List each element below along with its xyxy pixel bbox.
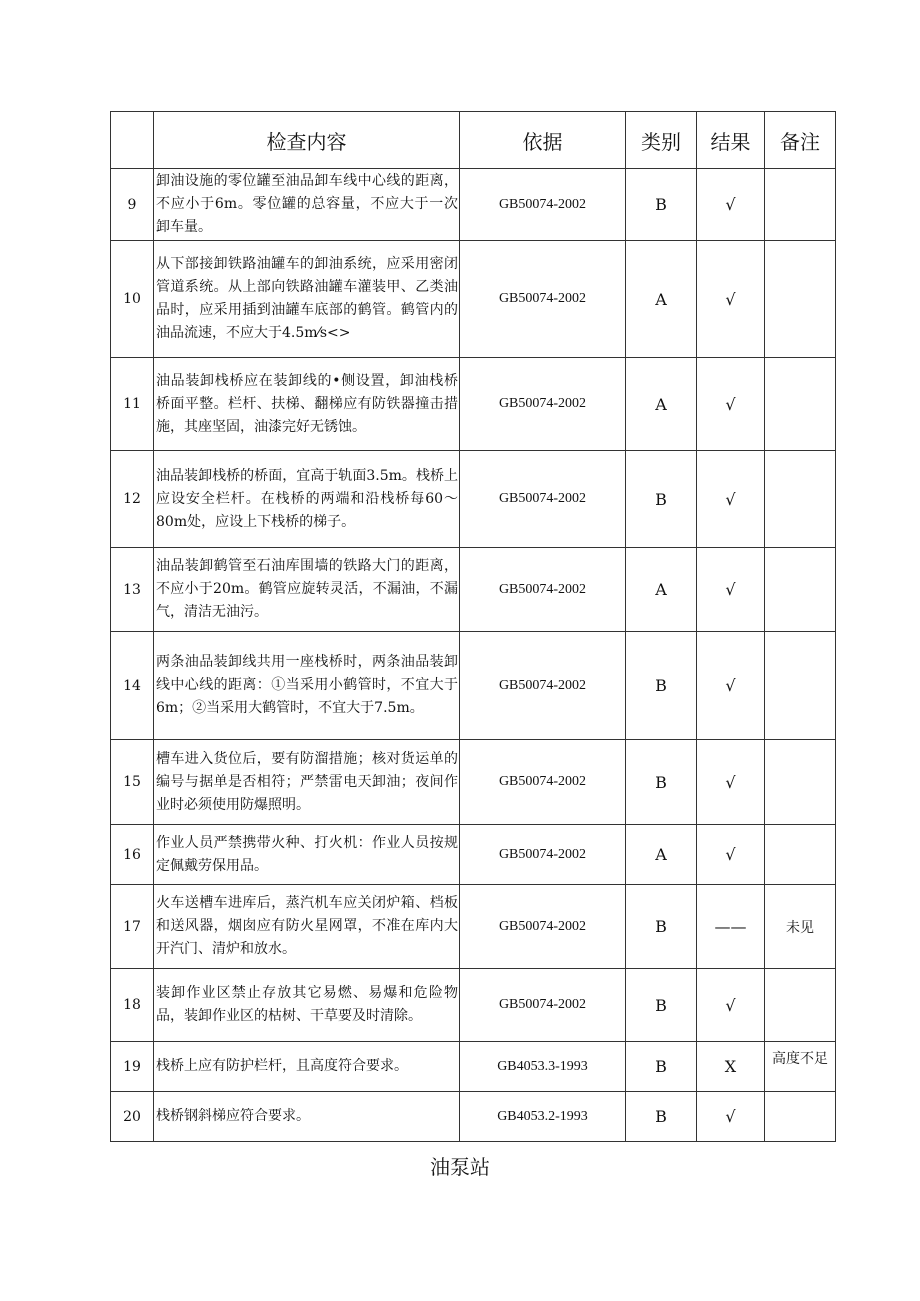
row-num: 15 <box>111 740 154 825</box>
row-basis: GB50074-2002 <box>460 169 626 241</box>
row-content: 装卸作业区禁止存放其它易燃、易爆和危险物品，装卸作业区的枯树、干草要及时清除。 <box>154 969 460 1042</box>
row-basis: GB4053.3-1993 <box>460 1042 626 1092</box>
table-row <box>111 1092 836 1142</box>
section-title: 油泵站 <box>430 1155 490 1179</box>
row-category: A <box>626 825 697 885</box>
row-content: 火车送槽车进库后，蒸汽机车应关闭炉箱、档板和送风器，烟囱应有防火星网罩，不准在库内大开汽门、清炉和放水。 <box>154 885 460 969</box>
table-row <box>111 969 836 1042</box>
row-content: 卸油设施的零位罐至油品卸车线中心线的距离，不应小于6m。零位罐的总容量，不应大于一次卸车量。 <box>154 169 460 241</box>
row-content: 油品装卸栈桥应在装卸线的•侧设置，卸油栈桥桥面平整。栏杆、扶梯、翻梯应有防铁器撞击措施，其座坚固，油漆完好无锈蚀。 <box>154 358 460 451</box>
row-category: B <box>626 632 697 740</box>
row-result: √ <box>697 740 765 825</box>
row-basis: GB50074-2002 <box>460 632 626 740</box>
inspection-table <box>110 111 836 1142</box>
row-note <box>765 969 836 1042</box>
row-note <box>765 169 836 241</box>
row-result: —— <box>697 885 765 969</box>
table-row <box>111 885 836 969</box>
row-note <box>765 1092 836 1142</box>
row-basis: GB50074-2002 <box>460 451 626 548</box>
row-note <box>765 825 836 885</box>
row-result: √ <box>697 451 765 548</box>
table-row <box>111 169 836 241</box>
row-note: 高度不足 <box>765 1042 836 1092</box>
row-category: B <box>626 1092 697 1142</box>
row-content: 两条油品装卸线共用一座栈桥时，两条油品装卸线中心线的距离：①当采用小鹤管时，不宜大于6m；②当采用大鹤管时，不宜大于7.5m。 <box>154 632 460 740</box>
row-note <box>765 632 836 740</box>
table-row <box>111 632 836 740</box>
row-num: 13 <box>111 548 154 632</box>
inspection-table-container <box>110 111 835 1142</box>
row-basis: GB50074-2002 <box>460 740 626 825</box>
row-content: 作业人员严禁携带火种、打火机：作业人员按规定佩戴劳保用品。 <box>154 825 460 885</box>
row-result: √ <box>697 241 765 358</box>
header-content: 检查内容 <box>154 112 460 169</box>
header-category: 类别 <box>626 112 697 169</box>
row-num: 10 <box>111 241 154 358</box>
row-basis: GB50074-2002 <box>460 885 626 969</box>
row-category: A <box>626 241 697 358</box>
row-num: 17 <box>111 885 154 969</box>
row-num: 12 <box>111 451 154 548</box>
row-category: B <box>626 451 697 548</box>
row-result: √ <box>697 969 765 1042</box>
row-num: 18 <box>111 969 154 1042</box>
row-result: √ <box>697 632 765 740</box>
row-result: √ <box>697 1092 765 1142</box>
row-content: 栈桥上应有防护栏杆，且高度符合要求。 <box>154 1042 460 1092</box>
row-num: 20 <box>111 1092 154 1142</box>
table-row <box>111 1042 836 1092</box>
row-note <box>765 241 836 358</box>
header-num <box>111 112 154 169</box>
row-result: √ <box>697 825 765 885</box>
row-note <box>765 358 836 451</box>
table-row <box>111 825 836 885</box>
row-num: 11 <box>111 358 154 451</box>
header-result: 结果 <box>697 112 765 169</box>
row-num: 14 <box>111 632 154 740</box>
row-content: 油品装卸栈桥的桥面，宜高于轨面3.5m。栈桥上应设安全栏杆。在栈桥的两端和沿栈桥每60～80m处，应设上下栈桥的梯子。 <box>154 451 460 548</box>
row-content: 油品装卸鹤管至石油库围墙的铁路大门的距离，不应小于20m。鹤管应旋转灵活，不漏油，不漏气，清洁无油污。 <box>154 548 460 632</box>
row-content: 栈桥钢斜梯应符合要求。 <box>154 1092 460 1142</box>
table-row <box>111 740 836 825</box>
row-basis: GB50074-2002 <box>460 548 626 632</box>
row-category: B <box>626 1042 697 1092</box>
row-note <box>765 451 836 548</box>
row-result: X <box>697 1042 765 1092</box>
header-basis: 依据 <box>460 112 626 169</box>
row-category: A <box>626 548 697 632</box>
row-basis: GB50074-2002 <box>460 241 626 358</box>
table-row <box>111 358 836 451</box>
row-category: B <box>626 885 697 969</box>
row-num: 9 <box>111 169 154 241</box>
row-note <box>765 740 836 825</box>
row-note <box>765 548 836 632</box>
table-header-row <box>111 112 836 169</box>
table-row <box>111 241 836 358</box>
row-content: 槽车进入货位后，要有防溜措施；核对货运单的编号与据单是否相符；严禁雷电天卸油；夜间作业时必须使用防爆照明。 <box>154 740 460 825</box>
row-content: 从下部接卸铁路油罐车的卸油系统，应采用密闭管道系统。从上部向铁路油罐车灌装甲、乙类油品时，应采用插到油罐车底部的鹤管。鹤管内的油品流速，不应大于4.5m⁄s<> <box>154 241 460 358</box>
row-category: A <box>626 358 697 451</box>
row-basis: GB50074-2002 <box>460 969 626 1042</box>
row-result: √ <box>697 358 765 451</box>
row-category: B <box>626 169 697 241</box>
row-basis: GB4053.2-1993 <box>460 1092 626 1142</box>
table-row <box>111 548 836 632</box>
row-category: B <box>626 969 697 1042</box>
table-row <box>111 451 836 548</box>
row-note: 未见 <box>765 885 836 969</box>
row-result: √ <box>697 169 765 241</box>
row-num: 19 <box>111 1042 154 1092</box>
row-basis: GB50074-2002 <box>460 358 626 451</box>
row-result: √ <box>697 548 765 632</box>
row-category: B <box>626 740 697 825</box>
header-note: 备注 <box>765 112 836 169</box>
row-basis: GB50074-2002 <box>460 825 626 885</box>
row-num: 16 <box>111 825 154 885</box>
